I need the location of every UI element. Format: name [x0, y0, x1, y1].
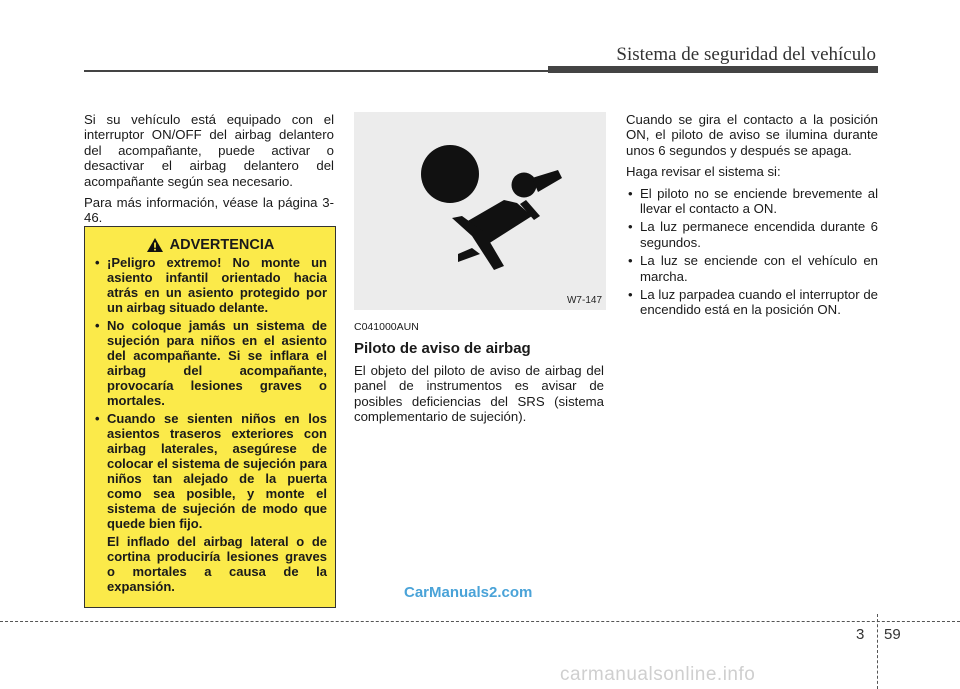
bottom-watermark: carmanualsonline.info — [560, 664, 756, 685]
header-rule-thick — [548, 66, 878, 73]
left-column — [84, 112, 334, 232]
figure-label: W7-147 — [566, 295, 602, 306]
airbag-warning-icon — [354, 112, 606, 310]
airbag-figure — [354, 112, 606, 310]
page-header-title: Sistema de seguridad del vehículo — [616, 44, 876, 65]
reference-paragraph: Para más información, véase la página 3-46. — [84, 195, 334, 226]
warning-list — [93, 255, 327, 531]
check-list-item: • La luz permanece encendida durante 6 segundos. — [626, 219, 878, 250]
header-rule-thin — [84, 70, 554, 72]
warning-title: ADVERTENCIA — [169, 237, 275, 253]
footer-vertical-rule — [877, 614, 878, 689]
check-list — [626, 186, 878, 318]
intro-paragraph: Si su vehículo está equipado con el interruptor ON/OFF del airbag delantero del acompañante, puede activar o desactivar el airbag delantero del acompañante según sea necesario. — [84, 112, 334, 189]
carmanuals-watermark: CarManuals2.com — [404, 584, 533, 601]
check-system-paragraph: Haga revisar el sistema si: — [626, 164, 781, 180]
right-column — [626, 112, 878, 321]
section-paragraph: El objeto del piloto de aviso de airbag del panel de instrumentos es avisar de posibles deficiencias del SRS (sistema complementario de sujeción). — [354, 362, 604, 425]
warning-item: • Cuando se sienten niños en los asientos traseros exteriores con airbag laterales, asegúrese de colocar el sistema de sujeción para niños tan alejado de la puerta como sea posible, y monte el sistema de sujeción de modo que quede bien fijo. — [93, 411, 327, 531]
warning-header — [93, 237, 327, 253]
warning-item: • ¡Peligro extremo! No monte un asiento infantil orientado hacia atrás en un asiento protegido por un airbag situado delante. — [93, 255, 327, 315]
ignition-paragraph: Cuando se gira el contacto a la posición ON, el piloto de aviso se ilumina durante unos 6 segundos y después se apaga. — [626, 112, 878, 158]
warning-extra-paragraph: El inflado del airbag lateral o de cortina produciría lesiones graves o mortales a causa de la expansión. — [107, 534, 327, 594]
page-number: 59 — [884, 626, 901, 643]
check-list-item: • El piloto no se enciende brevemente al llevar el contacto a ON. — [626, 186, 878, 217]
check-list-item: • La luz parpadea cuando el interruptor de encendido está en la posición ON. — [626, 287, 878, 318]
warning-item: • No coloque jamás un sistema de sujeción para niños en el asiento del acompañante. Si se inflara el airbag del acompañante, provocaría lesiones graves o mortales. — [93, 318, 327, 408]
section-title: Piloto de aviso de airbag — [354, 340, 531, 358]
warning-box — [84, 226, 336, 608]
footer-dashed-rule — [0, 621, 960, 622]
section-code: C041000AUN — [354, 321, 419, 333]
middle-column — [354, 320, 604, 430]
check-list-item: • La luz se enciende con el vehículo en marcha. — [626, 253, 878, 284]
warning-triangle-icon — [146, 237, 164, 253]
chapter-number: 3 — [856, 626, 865, 643]
